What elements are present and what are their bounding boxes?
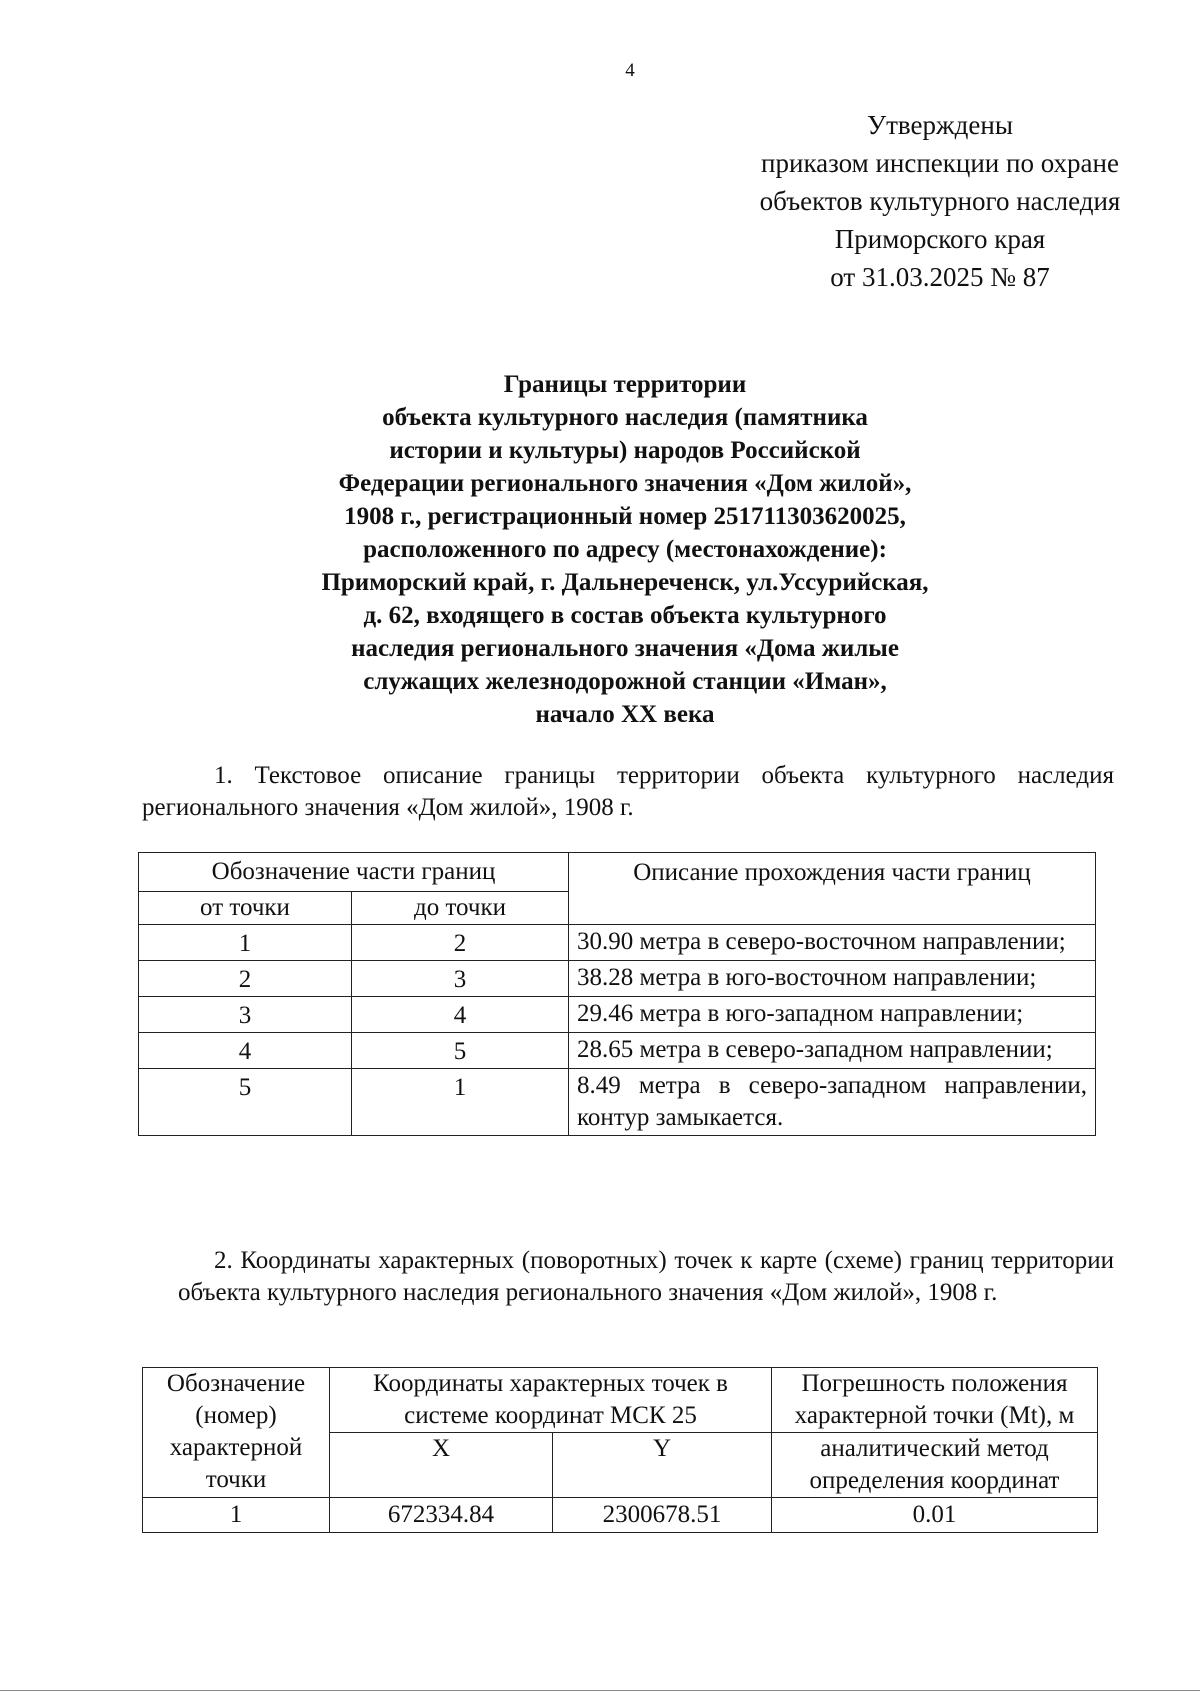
cell-from: 4 <box>139 1033 352 1069</box>
section-2-text: 2. Координаты характерных (поворотных) точек к карте (схеме) границ территории объекта культурного наследия регионального значения «Дом жилой», 1908 г. <box>178 1247 1114 1306</box>
approval-line: Приморского края <box>834 224 1046 254</box>
section-1-text: 1. Текстовое описание границы территории объекта культурного наследия регионального значения «Дом жилой», 1908 г. <box>142 762 1114 821</box>
title-line: расположенного по адресу (местонахождение): <box>363 536 887 563</box>
title-line: Приморский край, г. Дальнереченск, ул.Уссурийская, <box>321 569 929 596</box>
header-point-designation: Обозначение (номер) характерной точки <box>143 1368 330 1498</box>
table-row <box>143 1498 1098 1533</box>
cell-y: 2300678.51 <box>553 1498 772 1533</box>
cell-to: 5 <box>352 1033 569 1069</box>
header-position-error: Погрешность положения характерной точки (Mt), м <box>772 1368 1098 1433</box>
header-to-point: до точки <box>352 892 569 925</box>
cell-from: 5 <box>139 1069 352 1136</box>
bottom-rule <box>0 1690 1200 1691</box>
cell-x: 672334.84 <box>330 1498 553 1533</box>
title-line: Федерации регионального значения «Дом жилой», <box>338 470 912 497</box>
title-line: д. 62, входящего в состав объекта культурного <box>363 602 887 629</box>
cell-description: 8.49 метра в северо-западном направлении, контур замыкается. <box>569 1069 1096 1136</box>
cell-point: 1 <box>143 1498 330 1533</box>
approval-block <box>600 106 1200 296</box>
title-line: Границы территории <box>503 371 747 398</box>
title-line: служащих железнодорожной станции «Иман», <box>363 668 887 695</box>
coordinates-table <box>142 1367 1098 1533</box>
cell-to: 2 <box>352 925 569 961</box>
cell-from: 1 <box>139 925 352 961</box>
title-line: истории и культуры) народов Российской <box>389 437 861 464</box>
cell-description: 30.90 метра в северо-восточном направлении; <box>569 925 1096 961</box>
table-row <box>139 961 1096 997</box>
header-description: Описание прохождения части границ <box>569 853 1096 925</box>
table-row <box>139 1033 1096 1069</box>
cell-from: 3 <box>139 997 352 1033</box>
table-row <box>139 925 1096 961</box>
approval-line: объектов культурного наследия <box>759 186 1121 216</box>
title-line: 1908 г., регистрационный номер 251711303620025, <box>344 503 906 530</box>
approval-line: от 31.03.2025 № 87 <box>830 262 1050 292</box>
cell-description: 28.65 метра в северо-западном направлении; <box>569 1033 1096 1069</box>
cell-error: 0.01 <box>772 1498 1098 1533</box>
header-from-point: от точки <box>139 892 352 925</box>
title-line: наследия регионального значения «Дома жилые <box>351 635 899 662</box>
cell-to: 1 <box>352 1069 569 1136</box>
title-line: объекта культурного наследия (памятника <box>382 404 868 431</box>
boundary-description-table <box>138 852 1096 1136</box>
page-number: 4 <box>625 60 635 81</box>
header-x: X <box>330 1433 553 1498</box>
title-line: начало XX века <box>535 701 715 728</box>
cell-description: 29.46 метра в юго-западном направлении; <box>569 997 1096 1033</box>
header-boundary-parts: Обозначение части границ <box>139 853 569 892</box>
cell-to: 4 <box>352 997 569 1033</box>
table-row <box>139 1069 1096 1136</box>
header-y: Y <box>553 1433 772 1498</box>
header-coordinates: Координаты характерных точек в системе координат МСК 25 <box>330 1368 772 1433</box>
cell-to: 3 <box>352 961 569 997</box>
document-title <box>260 368 990 731</box>
header-method: аналитический метод определения координат <box>772 1433 1098 1498</box>
cell-from: 2 <box>139 961 352 997</box>
approval-line: Утверждены <box>867 110 1013 140</box>
approval-line: приказом инспекции по охране <box>761 148 1119 178</box>
cell-description: 38.28 метра в юго-восточном направлении; <box>569 961 1096 997</box>
table-row <box>139 997 1096 1033</box>
